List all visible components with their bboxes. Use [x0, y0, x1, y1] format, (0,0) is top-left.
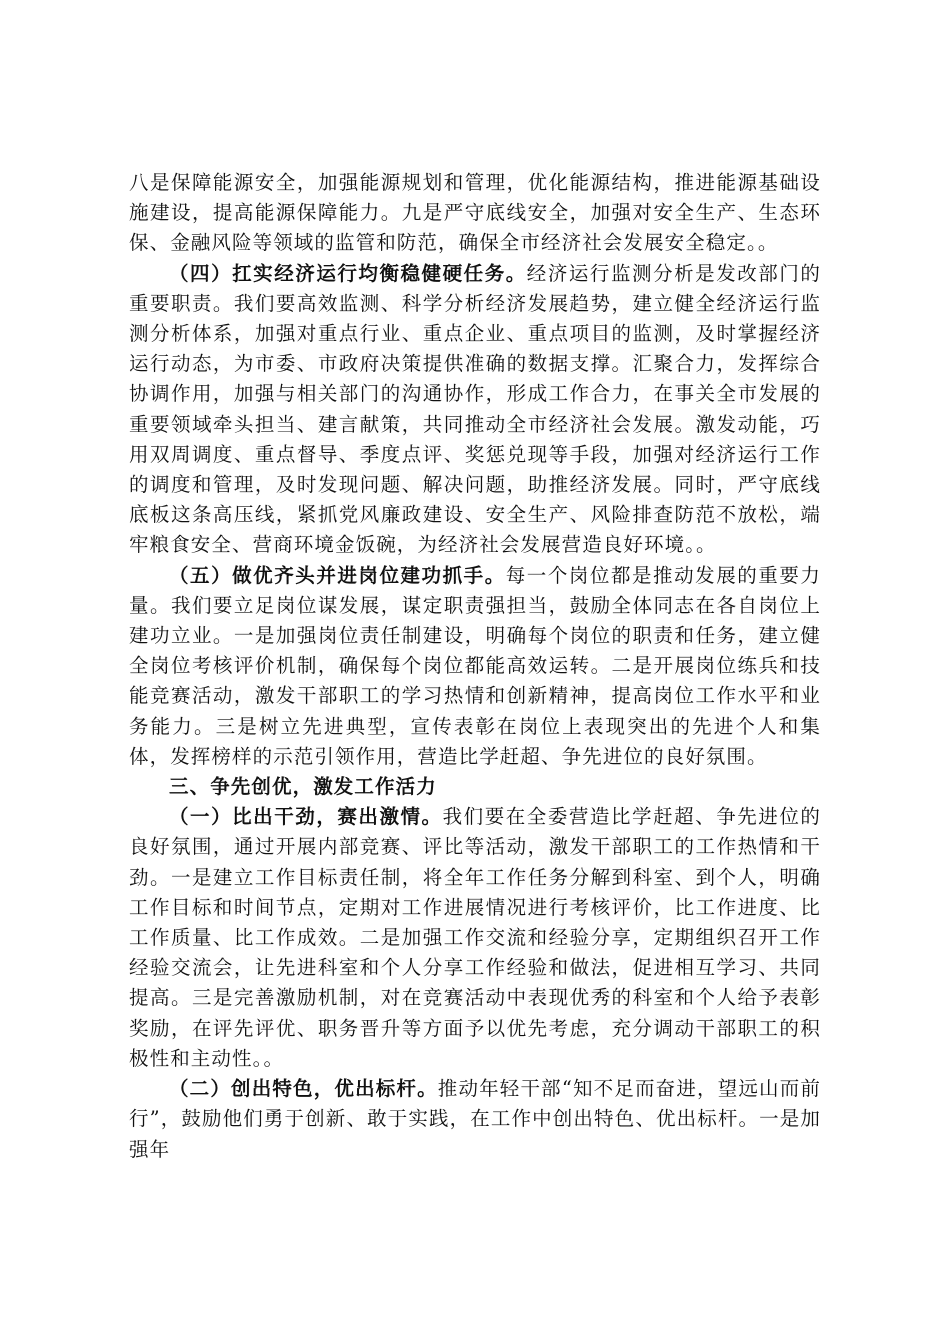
document-page — [129, 168, 821, 1165]
paragraph-text: 经济运行监测分析是发改部门的重要职责。我们要高效监测、科学分析经济发展趋势，建立健全经济运行监测分析体系，加强对重点行业、重点企业、重点项目的监测，及时掌握经济运行动态，为市委、市政府决策提供准确的数据支撑。汇聚合力，发挥综合协调作用，加强与相关部门的沟通协作，形成工作合力，在事关全市发展的重要领域牵头担当、建言献策，共同推动全市经济社会发展。激发动能，巧用双周调度、重点督导、季度点评、奖惩兑现等手段，加强对经济运行工作的调度和管理，及时发现问题、解决问题，助推经济发展。同时，严守底线底板这条高压线，紧抓党风廉政建设、安全生产、风险排查防范不放松，端牢粮食安全、营商环境金饭碗，为经济社会发展营造良好环境。。 — [129, 261, 821, 557]
paragraph-lead: （一）比出干劲，赛出激情。 — [169, 805, 443, 829]
paragraph-economic-operation — [129, 259, 821, 561]
paragraph-lead: （二）创出特色，优出标杆。 — [169, 1077, 438, 1101]
paragraph-benchmark — [129, 1074, 821, 1165]
section-heading: 三、争先创优，激发工作活力 — [169, 775, 437, 799]
paragraph-post-contribution — [129, 561, 821, 772]
paragraph-energy-security — [129, 168, 821, 259]
paragraph-competition — [129, 802, 821, 1074]
paragraph-text: 八是保障能源安全，加强能源规划和管理，优化能源结构，推进能源基础设施建设，提高能源保障能力。九是严守底线安全，加强对安全生产、生态环保、金融风险等领域的监管和防范，确保全市经济社会发展安全稳定。。 — [129, 171, 821, 255]
paragraph-text: 推动年轻干部“知不足而奋进，望远山而前行”，鼓励他们勇于创新、敢于实践，在工作中创出特色、优出标杆。一是加强年 — [129, 1077, 821, 1161]
paragraph-text: 每一个岗位都是推动发展的重要力量。我们要立足岗位谋发展，谋定职责强担当，鼓励全体同志在各自岗位上建功立业。一是加强岗位责任制建设，明确每个岗位的职责和任务，建立健全岗位考核评价机制，确保每个岗位都能高效运转。二是开展岗位练兵和技能竞赛活动，激发干部职工的学习热情和创新精神，提高岗位工作水平和业务能力。三是树立先进典型，宣传表彰在岗位上表现突出的先进个人和集体，发挥榜样的示范引领作用，营造比学赶超、争先进位的良好氛围。 — [129, 563, 821, 768]
paragraph-text: 我们要在全委营造比学赶超、争先进位的良好氛围，通过开展内部竞赛、评比等活动，激发干部职工的工作热情和干劲。一是建立工作目标责任制，将全年工作任务分解到科室、到个人，明确工作目标和时间节点，定期对工作进展情况进行考核评价，比工作进度、比工作质量、比工作成效。二是加强工作交流和经验分享，定期组织召开工作经验交流会，让先进科室和个人分享工作经验和做法，促进相互学习、共同提高。三是完善激励机制，对在竞赛活动中表现优秀的科室和个人给予表彰奖励，在评先评优、职务晋升等方面予以优先考虑，充分调动干部职工的积极性和主动性。。 — [129, 805, 821, 1070]
paragraph-lead: （四）扛实经济运行均衡稳健硬任务。 — [169, 261, 527, 285]
paragraph-lead: （五）做优齐头并进岗位建功抓手。 — [169, 563, 506, 587]
